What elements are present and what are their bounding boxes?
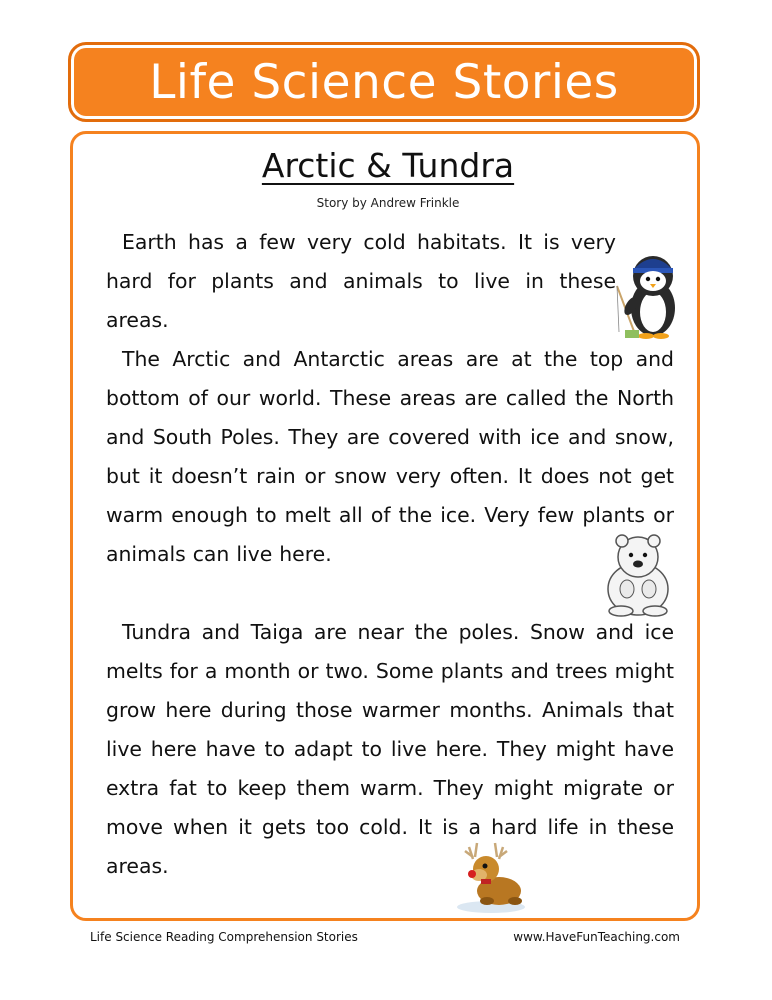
story-title xyxy=(73,146,703,185)
story-paragraph-3: Tundra and Taiga are near the poles. Snow and ice melts for a month or two. Some plants and trees might grow here during those warmer months. Animals that live here have to adapt to live here. They might have extra fat to keep them warm. They might migrate or move when it gets too cold. It is a hard life in these areas. xyxy=(106,620,674,878)
story-title-text: Arctic & Tundra xyxy=(261,146,515,185)
page-title: Life Science Stories xyxy=(149,54,619,110)
header-banner xyxy=(68,42,700,122)
footer-website: www.HaveFunTeaching.com xyxy=(513,930,680,944)
reindeer-icon xyxy=(451,839,531,919)
story-paragraph-2: The Arctic and Antarctic areas are at the top and bottom of our world. These areas are called the North and South Poles. They are covered with ice and snow, but it doesn’t rain or snow very often. It does not get warm enough to melt all of the ice. Very few plants or animals can live here. xyxy=(106,347,674,566)
penguin-fishing-icon xyxy=(613,246,683,342)
story-paragraph-1: Earth has a few very cold habitats. It is very hard for plants and animals to live in these areas. xyxy=(106,230,616,332)
polar-bear-icon xyxy=(595,531,681,617)
story-byline: Story by Andrew Frinkle xyxy=(316,196,460,210)
footer-series-label: Life Science Reading Comprehension Stories xyxy=(90,930,358,944)
story-panel xyxy=(70,131,700,921)
